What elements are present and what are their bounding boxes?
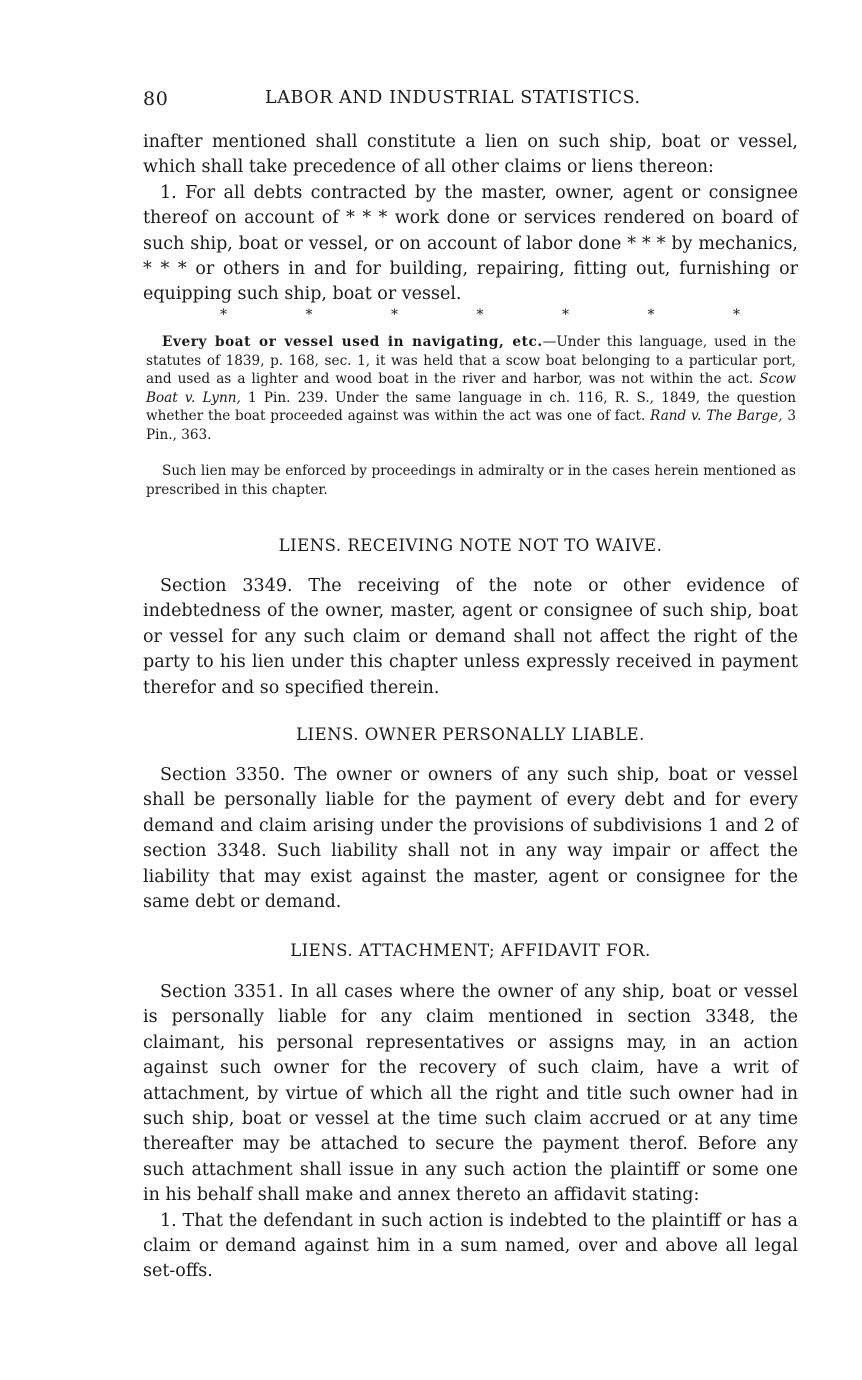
star: *: [476, 307, 484, 323]
page-header: [143, 88, 803, 114]
annotation-paragraph: Such lien may be enforced by proceedings in admiralty or in the cases herein mentioned as prescribed in this chapter.: [146, 463, 796, 498]
section-3349: [143, 574, 798, 701]
section-paragraph: Section 3350. The owner or owners of any such ship, boat or vessel shall be personally liable for the payment of every debt and for every demand and claim arising under the provisions of subdivisions 1 and 2 of section 3348. Such liability shall not in any way impair or affect the liability that may exist against the master, agent or consignee for the same debt or demand.: [143, 765, 798, 913]
intro-paragraph: inafter mentioned shall constitute a lien on such ship, boat or vessel, which shall take precedence of all other claims or liens thereon:: [143, 132, 798, 178]
section-heading: LIENS. OWNER PERSONALLY LIABLE.: [296, 725, 645, 744]
star: *: [733, 307, 740, 323]
case-citation: Rand v. The Barge,: [650, 408, 783, 425]
section-heading: LIENS. ATTACHMENT; AFFIDAVIT FOR.: [290, 941, 651, 960]
star: *: [305, 307, 313, 323]
page-number: 80: [143, 88, 169, 110]
section-3350: [143, 763, 798, 915]
star: *: [647, 307, 655, 323]
case-citation: Scow Boat v. Lynn,: [146, 371, 796, 406]
subdivision-1: 1. For all debts contracted by the master, owner, agent or consignee thereof on account of * * * work done or services rendered on board of such ship, boat or vessel, or on account of labor done * * * by mechanics, * * * or others in and for building, repairing, fitting out, furnishing or equipping such ship, boat or vessel.: [143, 182, 798, 305]
annotation-text: —Under this language, used in the statutes of 1839, p. 168, sec. 1, it was held that a scow boat belonging to a particular port, and used as a lighter and wood boat in the river and harbor, was not within the act.: [146, 334, 796, 388]
section-paragraph: Section 3351. In all cases where the owner of any ship, boat or vessel is personally liable for any claim mentioned in section 3348, the claimant, his personal representatives or assigns may, in an action against such owner for the recovery of such claim, have a writ of attachment, by virtue of which all the right and title such owner had in such ship, boat or vessel at the time such claim accrued or at any time thereafter may be attached to secure the payment therof. Before any such attachment shall issue in any such action the plaintiff or some one in his behalf shall make and annex thereto an affidavit stating:: [143, 982, 798, 1206]
star: *: [220, 307, 227, 323]
subdivision-1: 1. That the defendant in such action is indebted to the plaintiff or has a claim or demand against him in a sum named, over and above all legal set-offs.: [143, 1210, 798, 1282]
section-paragraph: Section 3349. The receiving of the note or other evidence of indebtedness of the owner, master, agent or consignee of such ship, boat or vessel for any such claim or demand shall not affect the right of the party to his lien under this chapter unless expressly received in payment therefor and so specified therein.: [143, 576, 798, 698]
star: *: [562, 307, 569, 323]
ellipsis-stars: [220, 307, 740, 323]
annotation-note-2: [146, 462, 796, 499]
intro-block: [143, 130, 798, 308]
annotation-text: 1 Pin. 239. Under the same language in ch. 116, R. S., 1849, the question whether the boat proceeded against was within the act was one of fact.: [146, 389, 796, 425]
annotation-paragraph: [146, 333, 796, 445]
running-title: LABOR AND INDUSTRIAL STATISTICS.: [265, 88, 641, 108]
section-heading: LIENS. RECEIVING NOTE NOT TO WAIVE.: [278, 536, 663, 555]
annotation-text: 3 Pin., 363.: [146, 408, 796, 443]
section-3351: [143, 980, 798, 1285]
annotation-note: [146, 333, 796, 445]
annotation-lead: Every boat or vessel used in navigating, etc.: [162, 334, 543, 350]
star: *: [391, 307, 398, 323]
